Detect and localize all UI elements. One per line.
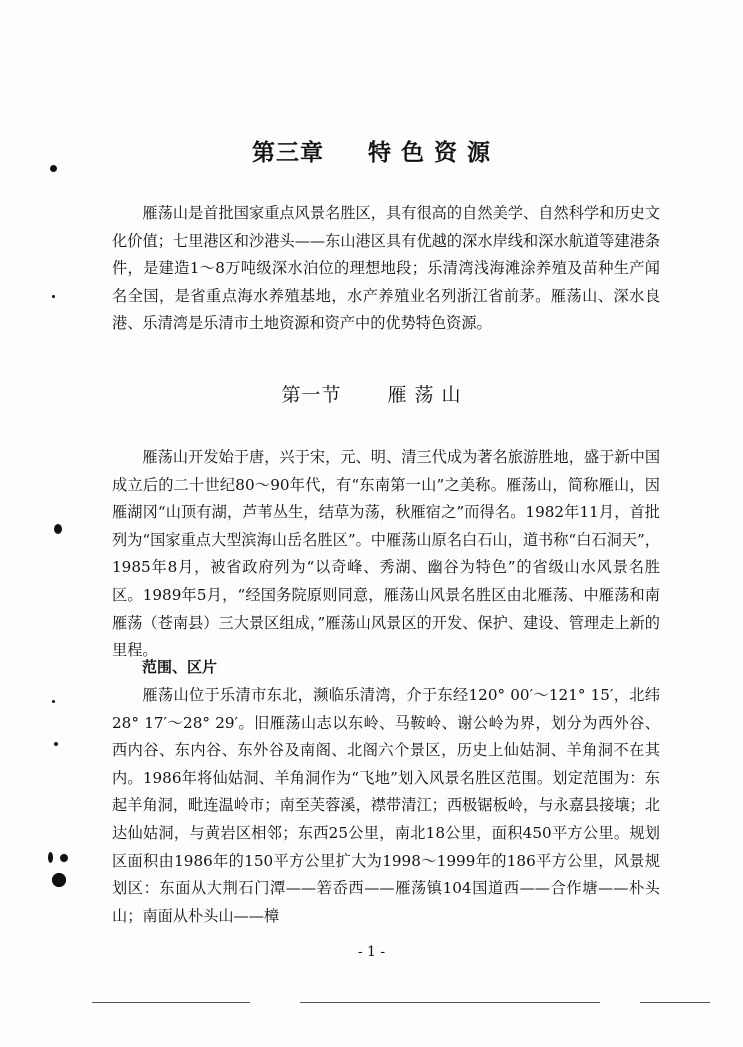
subsection-heading: 范围、区片 [142,658,218,676]
scan-spot [52,700,55,703]
scan-spot [54,742,58,746]
section-title: 雁 荡 山 [387,384,462,406]
bottom-rule-middle [300,1002,600,1003]
scan-spot [48,852,53,863]
chapter-title: 特 色 资 源 [367,140,492,166]
chapter-intro [112,200,660,338]
bottom-rule-right [640,1002,710,1003]
section-heading [0,380,743,407]
scan-spot [54,524,62,534]
scan-spot [50,165,57,172]
bottom-rule-left [92,1002,250,1003]
chapter-intro-text: 雁荡山是首批国家重点风景名胜区，具有很高的自然美学、自然科学和历史文化价值；七里港区和沙港头——东山港区具有优越的深水岸线和深水航道等建港条件，是建造1～8万吨级深水泊位的理想地段；乐清湾浅海滩涂养殖及苗种生产闻名全国，是省重点海水养殖基地，水产养殖业名列浙江省前茅。雁荡山、深水良港、乐清湾是乐清市土地资源和资产中的优势特色资源。 [112,204,660,333]
subsection-body-text: 雁荡山位于乐清市东北，濒临乐清湾，介于东经120° 00′～121° 15′，北纬28° 17′～28° 29′。旧雁荡山志以东岭、马鞍岭、谢公岭为界，划分为西外谷、西内谷、东内谷、东外谷及南阁、北阁六个景区，历史上仙姑洞、羊角洞不在其内。1986年将仙姑洞、羊角洞作为“飞地”划入风景名胜区范围。划定范围为：东起羊角洞，毗连温岭市；南至芙蓉溪，襟带清江；西极锯板岭，与永嘉县接壤；北达仙姑洞，与黄岩区相邻；东西25公里，南北18公里，面积450平方公里。规划区面积由1986年的150平方公里扩大为1998～1999年的186平方公里，风景规划区：东面从大荆石门潭——箬岙西——雁荡镇104国道西——合作塘——朴头山；南面从朴头山——樟 [112,686,660,925]
section-intro-text: 雁荡山开发始于唐，兴于宋，元、明、清三代成为著名旅游胜地，盛于新中国成立后的二十世纪80～90年代，有“东南第一山”之美称。雁荡山，简称雁山，因雁湖冈“山顶有湖，芦苇丛生，结草为荡，秋雁宿之”而得名。1982年11月，首批列为“国家重点大型滨海山岳名胜区”。中雁荡山原名白石山，道书称“白石洞天”，1985年8月，被省政府列为“以奇峰、秀湖、幽谷为特色”的省级山水风景名胜区。1989年5月，“经国务院原则同意，雁荡山风景名胜区由北雁荡、中雁荡和南雁荡（苍南县）三大景区组成，”雁荡山风景区的开发、保护、建设、管理走上新的里程。 [112,448,660,660]
section-label: 第一节 [281,384,342,406]
scan-spot [60,854,68,862]
chapter-heading [0,134,743,167]
scan-spot [52,295,55,298]
subsection-body [112,682,660,930]
chapter-label: 第三章 [251,140,324,166]
page-number: - 1 - [357,944,386,960]
scan-spot [52,873,66,887]
section-intro [112,444,660,665]
